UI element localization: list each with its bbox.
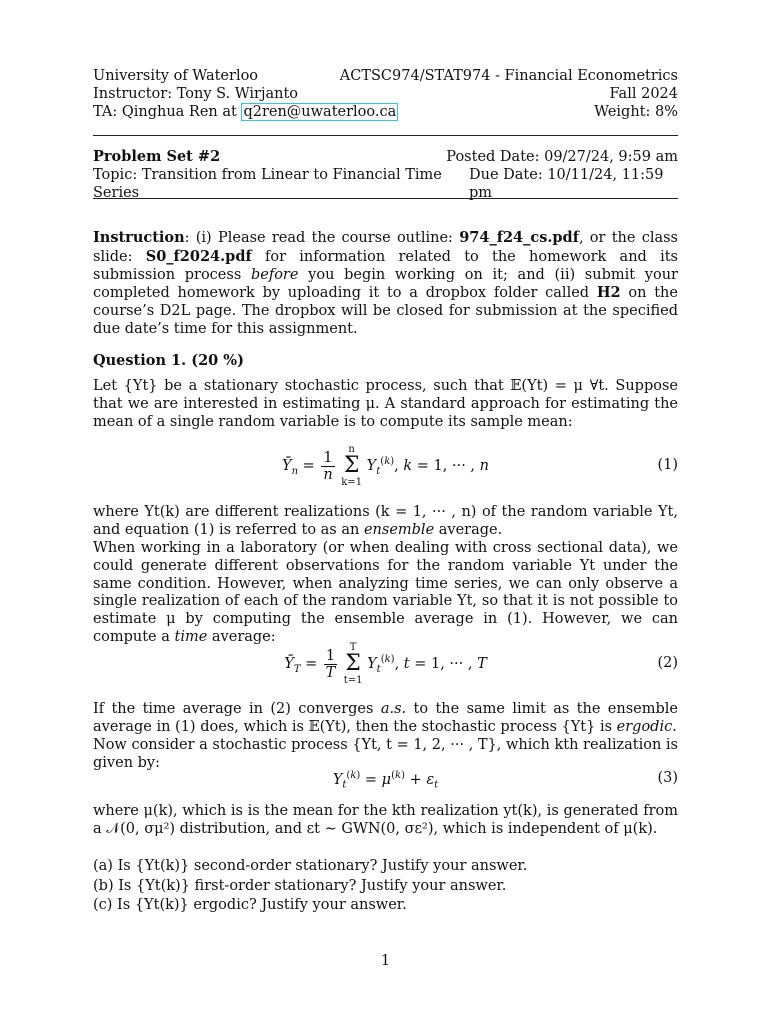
instruction-text-3: for information related to the homework and its submission process	[93, 248, 678, 283]
due-date: Due Date: 10/11/24, 11:59 pm	[469, 167, 664, 201]
instruction-label: Instruction	[93, 229, 185, 246]
problem-set-info	[93, 148, 678, 202]
para-4-text-c: .	[672, 718, 677, 735]
question-1-para-5: Now consider a stochastic process {Yt, t = 1, 2, ··· , T}, which kth realization is given by:	[93, 737, 678, 771]
equation-3-number: (3)	[657, 770, 678, 786]
para-4-ergodic: ergodic	[616, 718, 673, 735]
para-4-as: a.s.	[380, 701, 407, 717]
slide-file: S0_f2024.pdf	[145, 247, 252, 265]
question-1-para-2	[93, 504, 678, 540]
equation-1-number: (1)	[657, 457, 678, 473]
instructor-line: Instructor: Tony S. Wirjanto	[93, 86, 299, 102]
instruction-paragraph	[93, 229, 678, 339]
ta-prefix: TA: Qinghua Ren at	[93, 104, 242, 120]
question-1-para-6: where μ(k), which is is the mean for the kth realization yt(k), is generated from a 𝒩(0, σμ²) distribution, and εt ∼ GWN(0, σε²), which is independent of μ(k).	[93, 803, 678, 837]
instruction-text-4: you begin working on it; and (ii) submit your completed homework by uploading it to a dropbox folder called	[93, 266, 678, 302]
course-title: ACTSC974/STAT974 - Financial Econometrics	[339, 68, 678, 84]
term: Fall 2024	[609, 86, 678, 102]
para-4-text-b: to the same limit as the ensemble average in (1) does, which is 𝔼(Yt), then the stochastic process {Yt} is	[93, 701, 678, 735]
list-item: (c) Is {Yt(k)} ergodic? Justify your answer.	[93, 897, 407, 913]
para-4-text-a: If the time average in (2) converges	[93, 701, 381, 717]
para-2-ensemble: ensemble	[363, 521, 435, 538]
page-number: 1	[380, 953, 391, 969]
outline-file: 974_f24_cs.pdf	[459, 229, 579, 246]
weight: Weight: 8%	[594, 104, 678, 120]
equation-3-body: $Y_t^{(k)} = \mu^{(k)} + \varepsilon_t$	[332, 770, 439, 791]
university-name: University of Waterloo	[93, 68, 259, 84]
ta-email-link[interactable]: q2ren@uwaterloo.ca	[243, 104, 397, 120]
ta-line	[93, 103, 398, 121]
instruction-text-5: on the course’s D2L page. The dropbox will be closed for submission at the specified due date’s time for this assignment.	[93, 285, 678, 337]
instruction-before: before	[250, 266, 299, 283]
course-header	[93, 67, 678, 121]
para-2-text-b: average.	[434, 521, 503, 538]
question-1-para-3	[93, 540, 678, 647]
problem-set-title: Problem Set #2	[93, 148, 221, 165]
para-3-text-b: average:	[207, 628, 276, 645]
header-divider	[93, 135, 678, 136]
para-3-text: When working in a laboratory (or when dealing with cross sectional data), we could generate different observations for the random variable Yt under the same condition. However, when analyzing time series, we can only observe a single realization of each of the random variable Yt, so that it is not possible to estimate μ by computing the ensemble average in (1). However, we can compute a	[93, 540, 678, 645]
list-item: (b) Is {Yt(k)} first-order stationary? Justify your answer.	[93, 877, 507, 894]
info-divider	[93, 198, 678, 199]
question-1-intro: Let {Yt} be a stationary stochastic process, such that 𝔼(Yt) = μ ∀t. Suppose that we are interested in estimating μ. A standard approach for estimating the mean of a single random variable is to compute its sample mean:	[93, 378, 678, 430]
dropbox-folder: H2	[596, 284, 621, 302]
equation-3	[93, 768, 678, 808]
para-2-text-a: where Yt(k) are different realizations (k = 1, ··· , n) of the random variable Yt, and equation (1) is referred to as an	[93, 504, 678, 538]
equation-1	[93, 444, 678, 488]
equation-2-body: $Ȳ_T$ = $\frac{1}{T}$ T Σ t=1 $Y_t^{(k)}$, t = 1, ··· , T	[284, 642, 487, 686]
question-1-title: Question 1. (20 %)	[93, 352, 244, 369]
question-1-items	[93, 857, 527, 916]
list-item: (a) Is {Yt(k)} second-order stationary? Justify your answer.	[93, 858, 528, 874]
equation-2	[93, 642, 678, 686]
equation-2-number: (2)	[657, 655, 678, 671]
question-1-para-4	[93, 701, 678, 737]
instruction-text-1: : (i) Please read the course outline:	[184, 230, 460, 246]
para-3-time: time	[174, 628, 208, 645]
topic: Topic: Transition from Linear to Financial Time Series	[93, 167, 442, 201]
instruction-text-2: , or the class slide:	[93, 230, 678, 265]
equation-1-body: $Ȳ_n$ = $\frac{1}{n}$ n Σ k=1 $Y_t^{(k)}$, k = 1, ··· , n	[282, 444, 489, 488]
posted-date: Posted Date: 09/27/24, 9:59 am	[446, 149, 678, 165]
